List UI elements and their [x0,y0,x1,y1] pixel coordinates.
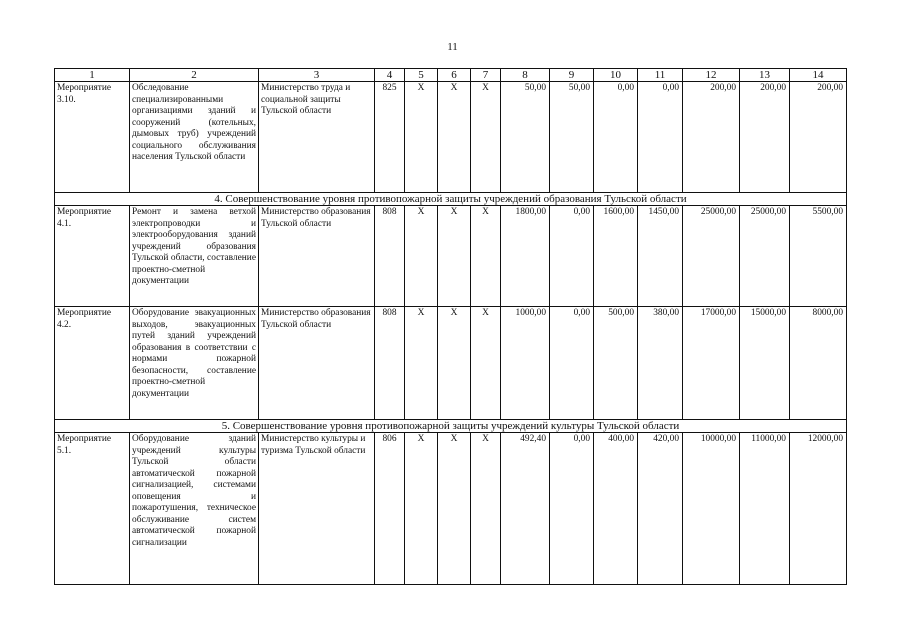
value-cell: 380,00 [638,307,683,420]
x-cell: Х [405,82,438,193]
x-cell: Х [405,206,438,307]
value-cell: 0,00 [638,82,683,193]
column-header: 10 [594,69,638,82]
description-cell: Ремонт и замена ветхой электропроводки и электрооборудования зданий учреждений образования Тульской области, составление проектно-сметной документации [130,206,259,307]
column-header: 12 [683,69,740,82]
table-row [55,307,847,420]
code-cell: 825 [375,82,405,193]
section-title: 4. Совершенствование уровня противопожарной защиты учреждений образования Тульской области [55,193,847,206]
x-cell: Х [438,82,471,193]
value-cell: 1800,00 [501,206,550,307]
column-header: 5 [405,69,438,82]
section-row [55,420,847,433]
column-header: 11 [638,69,683,82]
x-cell: Х [471,433,501,585]
x-cell: Х [438,307,471,420]
x-cell: Х [471,82,501,193]
value-cell: 1000,00 [501,307,550,420]
description-cell: Обследование специализированными организациями зданий и сооружений (котельных, дымовых труб) учреждений социального обслуживания населения Тульской области [130,82,259,193]
value-cell: 0,00 [594,82,638,193]
value-cell: 5500,00 [790,206,847,307]
value-cell: 492,40 [501,433,550,585]
value-cell: 0,00 [550,206,594,307]
measure-cell: Мероприятие 4.2. [55,307,130,420]
value-cell: 11000,00 [740,433,790,585]
executor-cell: Министерство образования Тульской области [259,206,375,307]
column-header: 2 [130,69,259,82]
code-cell: 808 [375,307,405,420]
value-cell: 1450,00 [638,206,683,307]
x-cell: Х [471,307,501,420]
value-cell: 25000,00 [683,206,740,307]
code-cell: 808 [375,206,405,307]
value-cell: 400,00 [594,433,638,585]
code-cell: 806 [375,433,405,585]
header-row [55,69,847,82]
value-cell: 25000,00 [740,206,790,307]
section-title: 5. Совершенствование уровня противопожарной защиты учреждений культуры Тульской области [55,420,847,433]
value-cell: 17000,00 [683,307,740,420]
column-header: 7 [471,69,501,82]
page-number: 11 [447,41,458,53]
column-header: 9 [550,69,594,82]
column-header: 8 [501,69,550,82]
executor-cell: Министерство культуры и туризма Тульской области [259,433,375,585]
table-row [55,206,847,307]
budget-table [54,68,847,585]
value-cell: 200,00 [740,82,790,193]
value-cell: 10000,00 [683,433,740,585]
measure-cell: Мероприятие 4.1. [55,206,130,307]
x-cell: Х [405,307,438,420]
column-header: 1 [55,69,130,82]
table-row [55,433,847,585]
table-row [55,82,847,193]
value-cell: 420,00 [638,433,683,585]
column-header: 14 [790,69,847,82]
description-cell: Оборудование эвакуационных выходов, эвакуационных путей зданий учреждений образования в соответствии с нормами пожарной безопасности, составление проектно-сметной документации [130,307,259,420]
description-cell: Оборудование зданий учреждений культуры Тульской области автоматической пожарной сигнализацией, системами оповещения и пожаротушения, техническое обслуживание систем автоматической пожарной сигнализации [130,433,259,585]
section-row [55,193,847,206]
column-header: 13 [740,69,790,82]
column-header: 4 [375,69,405,82]
value-cell: 50,00 [550,82,594,193]
value-cell: 50,00 [501,82,550,193]
x-cell: Х [471,206,501,307]
value-cell: 500,00 [594,307,638,420]
column-header: 3 [259,69,375,82]
column-header: 6 [438,69,471,82]
value-cell: 0,00 [550,433,594,585]
value-cell: 200,00 [683,82,740,193]
value-cell: 200,00 [790,82,847,193]
measure-cell: Мероприятие 3.10. [55,82,130,193]
value-cell: 8000,00 [790,307,847,420]
value-cell: 12000,00 [790,433,847,585]
executor-cell: Министерство образования Тульской области [259,307,375,420]
value-cell: 1600,00 [594,206,638,307]
x-cell: Х [438,433,471,585]
executor-cell: Министерство труда и социальной защиты Тульской области [259,82,375,193]
value-cell: 0,00 [550,307,594,420]
x-cell: Х [405,433,438,585]
x-cell: Х [438,206,471,307]
measure-cell: Мероприятие 5.1. [55,433,130,585]
value-cell: 15000,00 [740,307,790,420]
